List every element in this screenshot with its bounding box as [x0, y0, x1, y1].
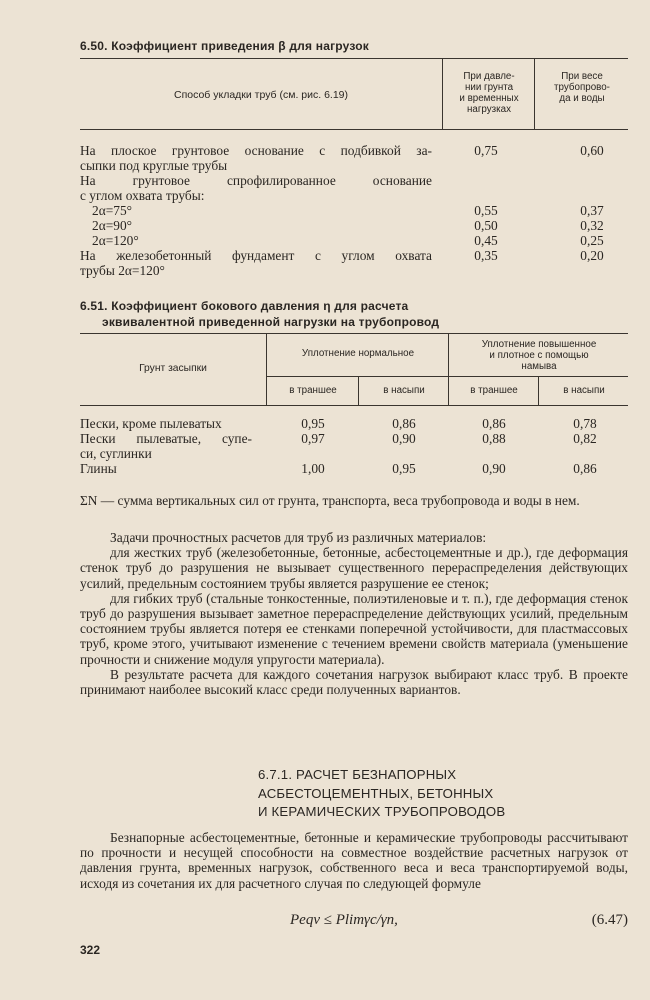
table-6-50-col-weight: [536, 71, 628, 104]
header-line: и временных: [459, 93, 519, 104]
table-6-51-divider: [358, 376, 359, 405]
result-paragraph: В результате расчета для каждого сочетания нагрузок выбирают класс труб. В проекте принимают наиболее высокий класс среди полученных вариантов.: [80, 666, 628, 698]
flexible-pipes-paragraph: для гибких труб (стальные тонкостенные, полиэтиленовые и т. п.), где деформация стенок труб до разрушения вызывает заметное перераспределение действующих усилий, предельным состоянием трубы является потеря ее стенками поперечной устойчивости, для пластмассовых труб, кроме этого, учитывают изменение с течением времени свойств материала (уменьшение прочности и снижение модуля упругости материала).: [80, 590, 628, 667]
heading-line: АСБЕСТОЦЕМЕНТНЫХ, БЕТОННЫХ: [258, 785, 494, 801]
row-value: 0,75: [474, 143, 498, 158]
table-6-51-header: [80, 333, 628, 406]
table-6-51-divider: [266, 334, 267, 405]
row-value: 0,25: [580, 233, 604, 248]
table-6-51-group-dense: [450, 339, 628, 372]
table-row: [80, 248, 628, 278]
table-row: [80, 416, 628, 431]
header-line: При давле-: [463, 71, 515, 82]
table-row: [80, 203, 628, 218]
title-line: эквивалентной приведенной нагрузки на трубопровод: [102, 315, 440, 329]
row-value: 0,97: [301, 431, 325, 446]
row-value: 0,95: [301, 416, 325, 431]
table-6-51-body: [80, 416, 628, 476]
row-value: 0,82: [573, 431, 597, 446]
row-value: 0,88: [482, 431, 506, 446]
row-value: 1,00: [301, 461, 325, 476]
row-value: 0,86: [482, 416, 506, 431]
row-value: 0,86: [573, 461, 597, 476]
title-line: 6.51. Коэффициент бокового давления η для расчета: [80, 299, 409, 313]
sigma-note: ΣN — сумма вертикальных сил от грунта, транспорта, веса трубопровода и воды в нем.: [80, 493, 580, 508]
table-row: [80, 218, 628, 233]
header-line: нагрузках: [466, 104, 511, 115]
table-6-50-header: [80, 58, 628, 130]
row-value: 0,86: [392, 416, 416, 431]
table-row: [80, 233, 628, 248]
header-line: трубопрово-: [554, 82, 610, 93]
row-label: Пески пылеватые, супе-: [80, 431, 252, 446]
row-value: 0,45: [474, 233, 498, 248]
row-value: 0,50: [474, 218, 498, 233]
row-label: На грунтовое спрофилированное основание: [80, 173, 432, 188]
row-value: 0,95: [392, 461, 416, 476]
table-row: [80, 461, 628, 476]
sub-col-embankment: в насыпи: [383, 385, 425, 396]
row-label: трубы 2α=120°: [80, 263, 165, 278]
formula: Peqv ≤ Plimγc/γn,: [290, 912, 398, 928]
page-number: 322: [80, 943, 101, 957]
header-line: да и воды: [559, 93, 605, 104]
table-row: [80, 143, 628, 173]
table-6-50-divider: [534, 59, 535, 129]
row-label: сыпки под круглые трубы: [80, 158, 228, 173]
sub-col-trench: в траншее: [470, 385, 518, 396]
section-heading: [258, 766, 505, 822]
row-label: Глины: [80, 461, 117, 476]
row-value: 0,32: [580, 218, 604, 233]
row-value: 0,90: [392, 431, 416, 446]
formula-number: (6.47): [591, 912, 628, 928]
row-label: с углом охвата трубы:: [80, 188, 205, 203]
row-value: 0,90: [482, 461, 506, 476]
row-label: На железобетонный фундамент с углом охвата: [80, 248, 432, 263]
table-6-50-col-soil: [444, 71, 534, 115]
table-6-50-title: 6.50. Коэффициент приведения β для нагрузок: [80, 39, 369, 53]
tasks-block: [80, 530, 628, 697]
table-6-51-divider: [448, 334, 449, 405]
intro-paragraph: Безнапорные асбестоцементные, бетонные и керамические трубопроводы рассчитывают по прочности и несущей способности на совместное воздействие расчетных нагрузок от давления грунта, временных нагрузок, собственного веса и веса транспортируемой воды, исходя из сочетания их для расчетного случая по следующей формуле: [80, 830, 628, 891]
header-line: намыва: [521, 361, 557, 372]
row-label: 2α=90°: [92, 218, 133, 233]
header-line: Уплотнение повышенное: [481, 339, 597, 350]
header-line: и плотное с помощью: [489, 350, 589, 361]
row-value: 0,60: [580, 143, 604, 158]
sub-col-trench: в траншее: [289, 385, 337, 396]
heading-line: 6.7.1. РАСЧЕТ БЕЗНАПОРНЫХ: [258, 767, 457, 782]
table-6-50-col-method: Способ укладки труб (см. рис. 6.19): [173, 89, 349, 101]
table-6-50-divider: [442, 59, 443, 129]
row-value: 0,55: [474, 203, 498, 218]
row-label: На плоское грунтовое основание с подбивкой за-: [80, 143, 432, 158]
table-6-51-subheader-line: [266, 376, 628, 377]
table-6-51-group-normal: Уплотнение нормальное: [301, 348, 415, 359]
header-line: нии грунта: [464, 82, 514, 93]
table-6-51-title: [80, 298, 439, 330]
table-row: [80, 431, 628, 461]
table-6-50-body: [80, 143, 628, 278]
table-6-51-divider: [538, 376, 539, 405]
row-value: 0,20: [580, 248, 604, 263]
row-label: 2α=120°: [92, 233, 139, 248]
row-label: 2α=75°: [92, 203, 133, 218]
row-value: 0,35: [474, 248, 498, 263]
tasks-intro: Задачи прочностных расчетов для труб из различных материалов:: [110, 530, 487, 545]
header-line: При весе: [561, 71, 603, 82]
row-label: Пески, кроме пылеватых: [80, 416, 222, 431]
sub-col-embankment: в насыпи: [563, 385, 605, 396]
heading-line: И КЕРАМИЧЕСКИХ ТРУБОПРОВОДОВ: [258, 804, 506, 819]
table-6-51-col-soil: Грунт засыпки: [139, 363, 207, 374]
row-value: 0,37: [580, 203, 604, 218]
rigid-pipes-paragraph: для жестких труб (железобетонные, бетонные, асбестоцементные и др.), где деформация стенок труб до разрушения не вызывает существенного перераспределения действующих усилий, предельным состоянием трубы является разрушение ее стенок;: [80, 545, 628, 591]
row-value: 0,78: [573, 416, 597, 431]
row-label: си, суглинки: [80, 446, 152, 461]
table-row: [80, 173, 628, 203]
